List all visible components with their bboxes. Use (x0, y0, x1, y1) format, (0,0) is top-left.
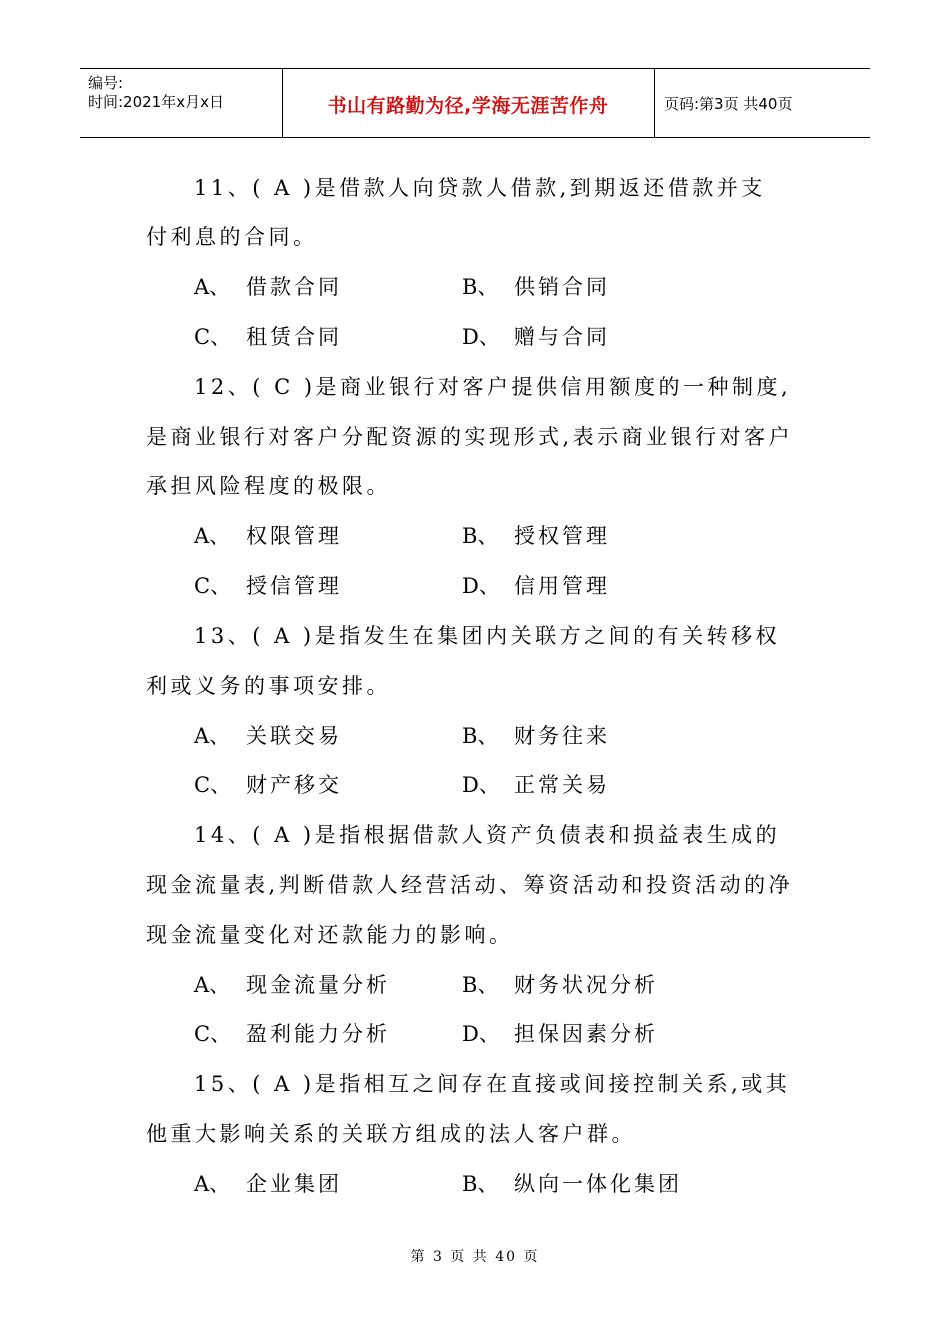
q14-option-a-text: 现金流量分析 (246, 973, 390, 997)
q14-option-b-text: 财务状况分析 (514, 973, 658, 997)
q15-option-a-text: 企业集团 (246, 1172, 342, 1196)
q15-option-b-label: B、 (462, 1172, 499, 1196)
question-15-line-2: 他重大影响关系的关联方组成的法人客户群。 (146, 1122, 636, 1146)
q11-option-c-text: 租赁合同 (246, 325, 342, 349)
header-page-label: 页码:第3页 共40页 (664, 95, 793, 113)
question-13-line-2: 利或义务的事项安排。 (146, 674, 391, 698)
q14-option-b-label: B、 (462, 973, 499, 997)
q13-option-c-label: C、 (194, 773, 232, 797)
q14-option-c-label: C、 (194, 1022, 232, 1046)
header-meta-cell (80, 69, 283, 137)
q15-option-a-label: A、 (194, 1172, 231, 1196)
q13-option-a-text: 关联交易 (246, 724, 342, 748)
q12-option-a-label: A、 (194, 524, 231, 548)
q11-option-b-text: 供销合同 (514, 275, 610, 299)
q14-option-c-text: 盈利能力分析 (246, 1022, 390, 1046)
q13-option-d-text: 正常关易 (514, 773, 610, 797)
q13-option-b-label: B、 (462, 724, 499, 748)
header-motto-cell (282, 69, 655, 137)
q11-option-b-label: B、 (462, 275, 499, 299)
question-13-line-1: 13、( A )是指发生在集团内关联方之间的有关转移权 (194, 624, 781, 648)
question-14-line-2: 现金流量表,判断借款人经营活动、筹资活动和投资活动的净 (146, 873, 794, 897)
q12-option-d-label: D、 (462, 574, 500, 598)
q14-option-d-label: D、 (462, 1022, 500, 1046)
document-date-label: 时间:2021年x月x日 (88, 93, 224, 111)
page-header (80, 68, 870, 138)
q12-option-b-text: 授权管理 (514, 524, 610, 548)
q13-option-d-label: D、 (462, 773, 500, 797)
q14-option-a-label: A、 (194, 973, 231, 997)
q11-option-a-label: A、 (194, 275, 231, 299)
q13-option-b-text: 财务往来 (514, 724, 610, 748)
q11-option-d-text: 赠与合同 (514, 325, 610, 349)
page-footer: 第 3 页 共 40 页 (410, 1249, 540, 1265)
question-15-line-1: 15、( A )是指相互之间存在直接或间接控制关系,或其 (194, 1072, 791, 1096)
q12-option-a-text: 权限管理 (246, 524, 342, 548)
document-number-label: 编号: (88, 74, 124, 92)
header-page-cell (654, 69, 870, 137)
header-motto: 书山有路勤为径,学海无涯苦作舟 (327, 95, 609, 117)
question-12-line-1: 12、( C )是商业银行对客户提供信用额度的一种制度, (194, 375, 792, 399)
q13-option-c-text: 财产移交 (246, 773, 342, 797)
q11-option-a-text: 借款合同 (246, 275, 342, 299)
question-11-line-1: 11、( A )是借款人向贷款人借款,到期返还借款并支 (194, 176, 766, 200)
q11-option-d-label: D、 (462, 325, 500, 349)
q14-option-d-text: 担保因素分析 (514, 1022, 658, 1046)
q12-option-b-label: B、 (462, 524, 499, 548)
q12-option-c-text: 授信管理 (246, 574, 342, 598)
q15-option-b-text: 纵向一体化集团 (514, 1172, 682, 1196)
question-14-line-3: 现金流量变化对还款能力的影响。 (146, 923, 514, 947)
question-11-line-2: 付利息的合同。 (146, 225, 318, 249)
q13-option-a-label: A、 (194, 724, 231, 748)
q12-option-c-label: C、 (194, 574, 232, 598)
q12-option-d-text: 信用管理 (514, 574, 610, 598)
question-12-line-3: 承担风险程度的极限。 (146, 474, 391, 498)
question-14-line-1: 14、( A )是指根据借款人资产负债表和损益表生成的 (194, 823, 781, 847)
q11-option-c-label: C、 (194, 325, 232, 349)
question-12-line-2: 是商业银行对客户分配资源的实现形式,表示商业银行对客户 (146, 425, 794, 449)
